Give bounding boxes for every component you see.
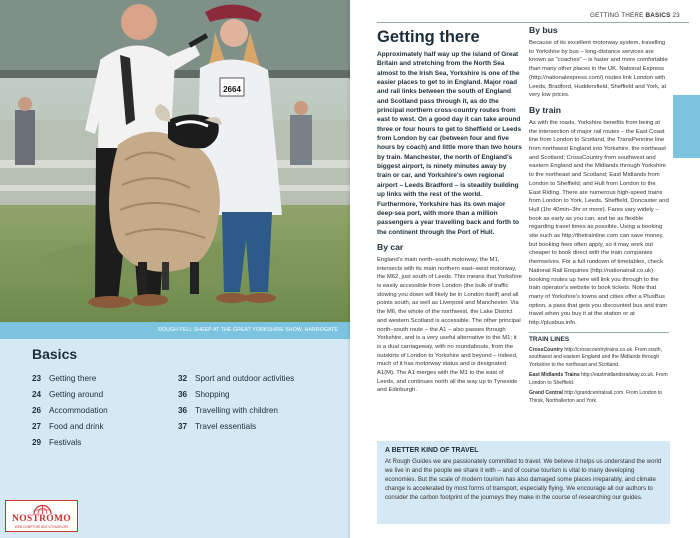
by-bus-paragraph: Because of its excellent motorway system, travelling to Yorkshire by bus – long-distance services are known as "coaches" – is faster and more comfortable than many other places in the UK. National Express (http://nationalexpress.com/) routes link London with Leeds, Bradford, Huddersfield, Sheffield and York, at very low prices. [529, 40, 668, 99]
train-lines-heading: TRAIN LINES [529, 332, 669, 345]
nostromo-logo [5, 500, 78, 532]
basics-heading: Basics [32, 346, 78, 362]
toc-page-number: 26 [32, 405, 42, 415]
toc-page-number: 23 [32, 373, 42, 383]
toc-page-number: 24 [32, 389, 42, 399]
toc-entry[interactable] [32, 386, 108, 402]
text-column-1 [377, 25, 522, 395]
page-number: 23 [672, 12, 680, 19]
toc-entry[interactable] [178, 370, 294, 386]
toc-entry[interactable] [178, 402, 294, 418]
toc-label: Festivals [49, 437, 82, 447]
header-rule [377, 22, 689, 23]
by-car-heading: By car [377, 241, 404, 252]
toc-entry[interactable] [32, 434, 108, 450]
toc-label: Travelling with children [195, 405, 278, 415]
toc-column-1 [32, 370, 108, 450]
toc-page-number: 29 [32, 437, 42, 447]
logo-name: NOSTROMO [12, 514, 71, 524]
toc-label: Travel essentials [195, 421, 257, 431]
toc-entry[interactable] [32, 402, 108, 418]
toc-label: Accommodation [49, 405, 108, 415]
sheep-show-photo [0, 0, 350, 322]
box-text: At Rough Guides we are passionately committed to travel. We believe it helps us understand the world we live in and the people we share it with – and of course tourism is vital to many developing economies. But the scale of modern tourism has also damaged some places irreparably, and climate change is accelerated by most forms of transport, especially flying. We encourage all our authors to consider the carbon footprint of the journeys they make in the course of researching our guides. [385, 458, 662, 501]
toc-column-2 [178, 370, 294, 434]
box-title: A BETTER KIND OF TRAVEL [385, 447, 479, 454]
globe-arc-icon [33, 503, 52, 514]
chapter-thumb-tab [673, 95, 700, 158]
competitor-badge: 2664 [223, 85, 241, 94]
by-train-heading: By train [529, 104, 561, 115]
text-column-2 [529, 25, 669, 408]
toc-label: Shopping [195, 389, 230, 399]
toc-page-number: 37 [178, 421, 188, 431]
toc-entry[interactable] [178, 418, 294, 434]
train-line-entry [529, 372, 669, 388]
toc-label: Getting there [49, 373, 97, 383]
page-title: Getting there [377, 28, 480, 46]
train-line-text[interactable]: http://crosscountrytrains.co.uk. From south, southwest and eastern England and the Midlands through Yorkshire to the northeast and Scotland. [529, 346, 663, 369]
toc-label: Sport and outdoor activities [195, 373, 295, 383]
header-chapter: BASICS [645, 12, 671, 19]
photo-caption: ROUGH FELL SHEEP AT THE GREAT YORKSHIRE SHOW, HARROGATE [0, 322, 350, 339]
toc-entry[interactable] [32, 418, 108, 434]
train-line-entry [529, 390, 669, 406]
intro-paragraph: Approximately half way up the island of Great Britain and stretching from the North Sea almost to the Irish Sea, Yorkshire is one of the easier places to get to in England. Major road and rail links between the south of England and Scotland pass through it, as do the principal northern cross-country routes from east to west. On a good day it can take around three or four hours to get to Sheffield or Leeds from London by car (between four and five hours by coach) and little more than two hours by train. Manchester, the north of England's biggest airport, is ninety minutes away by train or car, and Yorkshire's own regional airport – Leeds Bradford – is steadily building up links with the rest of the world. Furthermore, Yorkshire has its own major deep-sea port, with more than a million passengers a year travelling back and forth to the continent through the Port of Hull. [377, 51, 522, 236]
toc-page-number: 36 [178, 389, 188, 399]
toc-label: Food and drink [49, 421, 104, 431]
toc-page-number: 32 [178, 373, 188, 383]
toc-page-number: 27 [32, 421, 42, 431]
train-line-name: Grand Central [529, 390, 563, 397]
better-travel-box [377, 441, 670, 524]
by-car-paragraph: England's main north–south motorway, the M1, intersects with its main northern east–west motorway, the M62, just south of Leeds. This means that Yorkshire is easily accessible from London (the bulk of traffic slowing you down will likely be in London itself) and all points south, as well as Liverpool and Manchester. Via the M6, the whole of the northwest, the Lake District and western Scotland is accessible. The other principal north–south route – the A1 – also passes through Yorkshire, and is a very useful alternative to the M1; it is a dual carriageway, with no roundabouts, from the outskirts of London to Yorkshire and beyond – indeed, much of it has motorway status and is designated A1(M). The A1 merges with the M1 to the east of Leeds, and continues north all the way up to Tyneside and Edinburgh. [377, 256, 522, 394]
logo-subtitle: WEB COMPTOIR DES VOYAGEURS [14, 525, 69, 529]
by-train-paragraph: As with the roads, Yorkshire benefits from being at the intersection of major rail routes – the East Coast line from London to Scotland, the TransPennine line from northwest England into Yorkshire, the northeast and Scotland; CrossCountry from southwest and eastern England and the Midlands through Yorkshire to the northeast and Scotland; East Midlands from London to Sheffield; and Hull from London to the East Riding. There are numerous high-speed trains from London to York, Leeds, Sheffield, Doncaster and Hull (1hr 40min–3hr or more). Fares vary widely – book as early as you can, and be as flexible regarding travel times as possible. Using a booking site such as http://thetrainline.com can save money, but booking fees often apply, so it may work out cheaper to book direct with the train companies themselves. For a full rundown of timetables, check National Rail Enquiries (http://nationalrail.co.uk) booking routes up here will link you through to the train operator's website to book tickets. Note that many of Yorkshire's towns and cities offer a PlusBus option, a pass that gets you discounted bus and tram travel when you buy it at the station or at http://plusbus.info. [529, 119, 669, 327]
toc-page-number: 36 [178, 405, 188, 415]
toc-entry[interactable] [32, 370, 108, 386]
train-line-entry [529, 347, 669, 371]
train-line-name: CrossCountry [529, 346, 563, 353]
running-header [590, 12, 680, 19]
train-line-text[interactable]: http://grandcentralrail.com. From London to Thirsk, Northallerton and York. [529, 390, 663, 404]
train-line-text[interactable]: http://eastmidlandsrailway.co.uk. From London to Sheffield. [529, 372, 668, 387]
header-section: GETTING THERE [590, 12, 644, 19]
toc-entry[interactable] [178, 386, 294, 402]
by-bus-heading: By bus [529, 25, 558, 35]
toc-label: Getting around [49, 389, 104, 399]
train-line-name: East Midlands Trains [529, 372, 580, 379]
